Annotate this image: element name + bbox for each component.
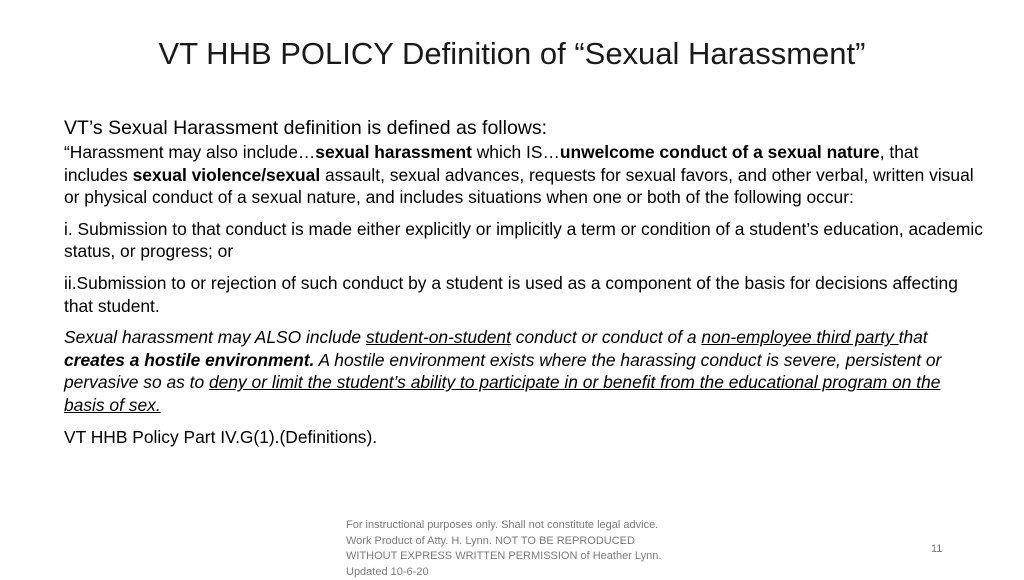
quote-text-3: , that includes [64, 142, 919, 185]
condition-item-i: i. Submission to that conduct is made either explicitly or implicitly a term or condition of a student’s education, academic status, or progress; or [64, 218, 983, 262]
also-underline-2: non-employee third party [701, 327, 899, 348]
policy-citation: VT HHB Policy Part IV.G(1).(Definitions). [64, 426, 378, 447]
also-text-1: Sexual harassment may ALSO include [64, 327, 366, 348]
intro-text: VT’s Sexual Harassment definition is defined as follows: [64, 117, 548, 139]
also-text-3: that [898, 327, 928, 348]
slide-title: VT HHB POLICY Definition of “Sexual Harassment” [158, 36, 866, 71]
also-text-2: conduct or conduct of a [510, 327, 702, 348]
condition-item-ii: ii.Submission to or rejection of such conduct by a student is used as a component of the basis for decisions affecting that student. [64, 272, 958, 316]
also-underline-1: student-on-student [365, 327, 511, 348]
slide-body [64, 116, 984, 448]
quote-text-1: “Harassment may also include… [64, 142, 316, 162]
quote-bold-2: unwelcome conduct of a sexual nature [559, 142, 880, 162]
quote-bold-3: sexual violence/sexual [132, 164, 321, 185]
quote-bold-1: sexual harassment [315, 142, 472, 162]
harassment-quote [64, 141, 984, 209]
page-number: 11 [931, 543, 943, 555]
also-underline-3: deny or limit the student’s ability to participate in or benefit from the educational program on the basis of sex. [64, 372, 941, 415]
footer-disclaimer: For instructional purposes only. Shall not constitute legal advice. Work Product of Atty. H. Lynn. NOT TO BE REPRODUCED WITHOUT EXPRESS WRITTEN PERMISSION of Heather Lynn. Updated 10-6-20 [346, 519, 662, 578]
also-bold-1: creates a hostile environment. [64, 349, 315, 370]
hostile-environment-text [64, 326, 984, 416]
quote-text-2: which IS… [471, 142, 560, 162]
also-text-4: A hostile environment exists where the harassing conduct is severe, persistent or pervasive so as to [64, 349, 942, 393]
quote-text-4: assault, sexual advances, requests for sexual favors, and other verbal, written visual or physical conduct of a sexual nature, and includes situations when one or both of the following occur: [64, 164, 974, 208]
